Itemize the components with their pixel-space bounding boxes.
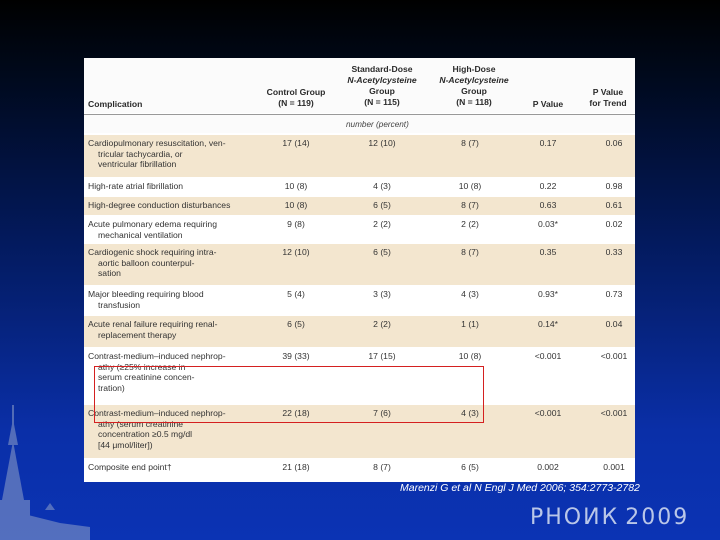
high-dose-count: 8 (7) xyxy=(461,200,479,210)
control-count: 12 (10) xyxy=(282,247,310,257)
header-p-trend: P Value for Trend xyxy=(589,87,627,108)
standard-dose-count: 12 (10) xyxy=(368,138,396,148)
p-trend: 0.61 xyxy=(605,200,623,210)
table-header xyxy=(84,58,635,113)
p-value: <0.001 xyxy=(534,408,562,418)
complication-label xyxy=(88,289,263,310)
p-trend: 0.73 xyxy=(605,289,623,299)
complication-label-line: athy (≥25% increase in xyxy=(98,361,186,372)
p-value: 0.93* xyxy=(537,289,559,299)
standard-dose-count: 7 (6) xyxy=(373,408,391,418)
standard-dose-count: 2 (2) xyxy=(373,219,391,229)
complication-label-line: Composite end point† xyxy=(88,462,172,472)
high-dose-count: 1 (1) xyxy=(461,319,479,329)
complication-label xyxy=(88,181,263,192)
complication-label xyxy=(88,138,263,170)
complication-label xyxy=(88,319,263,340)
complication-label xyxy=(88,200,263,211)
logo-year: 2009 xyxy=(625,505,690,530)
p-value: 0.03* xyxy=(537,219,559,229)
complication-label-line: Contrast-medium–induced nephrop- xyxy=(88,351,226,361)
header-control: Control Group (N = 119) xyxy=(266,87,326,108)
complication-label-line: ventricular fibrillation xyxy=(98,159,177,169)
complication-label xyxy=(88,462,263,473)
table-row xyxy=(84,135,635,177)
complication-label-line: athy (serum creatinine xyxy=(98,418,184,429)
red-highlight-box xyxy=(94,366,484,423)
control-count: 10 (8) xyxy=(284,200,308,210)
standard-dose-count: 2 (2) xyxy=(373,319,391,329)
high-dose-count: 8 (7) xyxy=(461,247,479,257)
complication-label-line: serum creatinine concen- xyxy=(98,372,195,382)
high-dose-count: 2 (2) xyxy=(461,219,479,229)
complication-label-line: mechanical ventilation xyxy=(98,229,183,240)
table-row xyxy=(84,286,635,315)
control-count: 22 (18) xyxy=(282,408,310,418)
complication-label-line: High-rate atrial fibrillation xyxy=(88,181,184,191)
p-trend: 0.33 xyxy=(605,247,623,257)
p-trend: 0.001 xyxy=(603,462,625,472)
standard-dose-count: 3 (3) xyxy=(373,289,391,299)
p-trend: <0.001 xyxy=(600,408,628,418)
complication-label-line: sation xyxy=(98,268,121,278)
p-value: 0.002 xyxy=(537,462,559,472)
header-complication: Complication xyxy=(88,99,143,109)
high-dose-count: 6 (5) xyxy=(461,462,479,472)
complication-label-line: Acute pulmonary edema requiring xyxy=(88,219,217,229)
table-row xyxy=(84,459,635,481)
p-value: 0.22 xyxy=(539,181,557,191)
table-row xyxy=(84,216,635,243)
standard-dose-count: 8 (7) xyxy=(373,462,391,472)
complication-label-line: Major bleeding requiring blood xyxy=(88,289,204,299)
units-row xyxy=(84,114,635,133)
p-value: 0.63 xyxy=(539,200,557,210)
p-trend: 0.02 xyxy=(605,219,623,229)
p-trend: <0.001 xyxy=(600,351,628,361)
tower-silhouette-icon xyxy=(0,405,90,540)
p-value: 0.35 xyxy=(539,247,557,257)
conference-logo xyxy=(530,505,689,530)
complication-label-line: concentration ≥0.5 mg/dl xyxy=(98,429,193,439)
table-row xyxy=(84,178,635,196)
control-count: 9 (8) xyxy=(287,219,305,229)
complication-label-line: replacement therapy xyxy=(98,329,177,340)
p-value: 0.17 xyxy=(539,138,557,148)
complication-label-line: Cardiopulmonary resuscitation, ven- xyxy=(88,138,226,148)
complication-label-line: tration) xyxy=(98,382,125,393)
header-high-dose: High-Dose N-Acetylcysteine Group (N = 118) xyxy=(439,64,509,107)
p-trend: 0.06 xyxy=(605,138,623,148)
control-count: 5 (4) xyxy=(287,289,305,299)
logo-text: РНОИК xyxy=(530,505,620,530)
table-row xyxy=(84,244,635,285)
complication-label xyxy=(88,219,263,240)
p-trend: 0.04 xyxy=(605,319,623,329)
units-label: number (percent) xyxy=(346,120,409,129)
standard-dose-count: 6 (5) xyxy=(373,200,391,210)
standard-dose-count: 4 (3) xyxy=(373,181,391,191)
complication-label-line: Acute renal failure requiring renal- xyxy=(88,319,218,329)
header-p-value: P Value xyxy=(532,99,564,109)
complication-label-line: [44 μmol/liter]) xyxy=(98,439,153,450)
complication-label-line: Cardiogenic shock requiring intra- xyxy=(88,247,217,257)
high-dose-count: 10 (8) xyxy=(458,181,482,191)
complication-label-line: Contrast-medium–induced nephrop- xyxy=(88,408,226,418)
table-row xyxy=(84,197,635,215)
control-count: 39 (33) xyxy=(282,351,310,361)
citation: Marenzi G et al N Engl J Med 2006; 354:2773-2782 xyxy=(400,482,640,494)
complication-label-line: tricular tachycardia, or xyxy=(98,148,183,159)
control-count: 6 (5) xyxy=(287,319,305,329)
standard-dose-count: 17 (15) xyxy=(368,351,396,361)
high-dose-count: 8 (7) xyxy=(461,138,479,148)
high-dose-count: 10 (8) xyxy=(458,351,482,361)
header-standard-dose: Standard-Dose N-Acetylcysteine Group (N = 115) xyxy=(347,64,417,107)
control-count: 10 (8) xyxy=(284,181,308,191)
high-dose-count: 4 (3) xyxy=(461,408,479,418)
p-value: <0.001 xyxy=(534,351,562,361)
high-dose-count: 4 (3) xyxy=(461,289,479,299)
table-row xyxy=(84,316,635,347)
p-value: 0.14* xyxy=(537,319,559,329)
p-trend: 0.98 xyxy=(605,181,623,191)
complication-label-line: transfusion xyxy=(98,299,141,310)
control-count: 17 (14) xyxy=(282,138,310,148)
complication-label-line: High-degree conduction disturbances xyxy=(88,200,231,210)
complication-label xyxy=(88,247,263,279)
control-count: 21 (18) xyxy=(282,462,310,472)
standard-dose-count: 6 (5) xyxy=(373,247,391,257)
complication-label-line: aortic balloon counterpul- xyxy=(98,257,195,268)
